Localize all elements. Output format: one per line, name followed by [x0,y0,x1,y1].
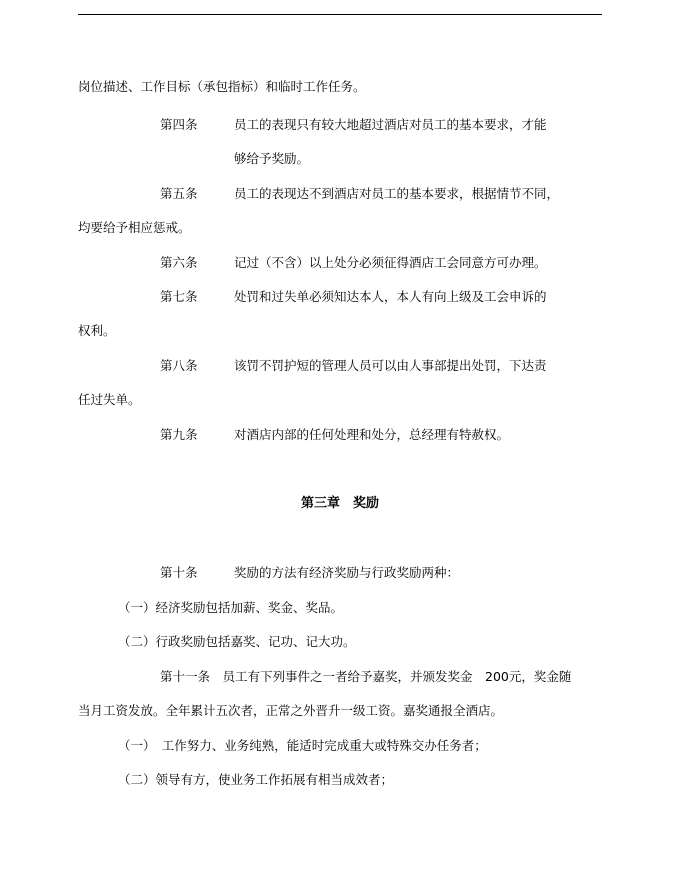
article-11-item-2: （二）领导有方，使业务工作拓展有相当成效者； [118,772,394,787]
article-11-item-1: （一） 工作努力、业务纯熟，能适时完成重大或特殊交办任务者； [118,738,487,753]
article-7-text-cont: 权利。 [78,323,116,338]
article-10-label: 第十条 [160,565,198,580]
article-9-text: 对酒店内部的任何处理和处分，总经理有特赦权。 [234,427,510,442]
article-8-text: 该罚不罚护短的管理人员可以由人事部提出处罚，下达责 [234,358,547,373]
chapter-heading: 第三章 奖励 [301,496,380,511]
article-7-text: 处罚和过失单必须知达本人，本人有向上级及工会申诉的 [234,289,547,304]
article-9-label: 第九条 [160,427,198,442]
article-8-label: 第八条 [160,358,198,373]
article-10-item-1: （一）经济奖励包括加薪、奖金、奖品。 [118,600,344,615]
article-4-text-cont: 够给予奖励。 [234,151,310,166]
article-5-label: 第五条 [160,186,198,201]
article-7-label: 第七条 [160,289,198,304]
article-5-text: 员工的表现达不到酒店对员工的基本要求，根据情节不同， [234,186,560,201]
article-6-label: 第六条 [160,255,198,270]
article-4-text: 员工的表现只有较大地超过酒店对员工的基本要求，才能 [234,117,547,132]
article-6-text: 记过（不含）以上处分必须征得酒店工会同意方可办理。 [234,255,547,270]
article-10-text: 奖励的方法有经济奖励与行政奖励两种： [234,565,460,580]
article-5-text-cont: 均要给予相应惩戒。 [78,220,191,235]
article-10-item-2: （二）行政奖励包括嘉奖、记功、记大功。 [118,634,356,649]
article-4-label: 第四条 [160,117,198,132]
header-rule [78,14,602,15]
article-11-text-cont: 当月工资发放。全年累计五次者，正常之外晋升一级工资。嘉奖通报全酒店。 [78,703,504,718]
paragraph-line: 岗位描述、工作目标（承包指标）和临时工作任务。 [78,79,366,94]
article-11-text: 第十一条 员工有下列事件之一者给予嘉奖，并颁发奖金 200元，奖金随 [160,669,572,684]
article-8-text-cont: 任过失单。 [78,392,141,407]
